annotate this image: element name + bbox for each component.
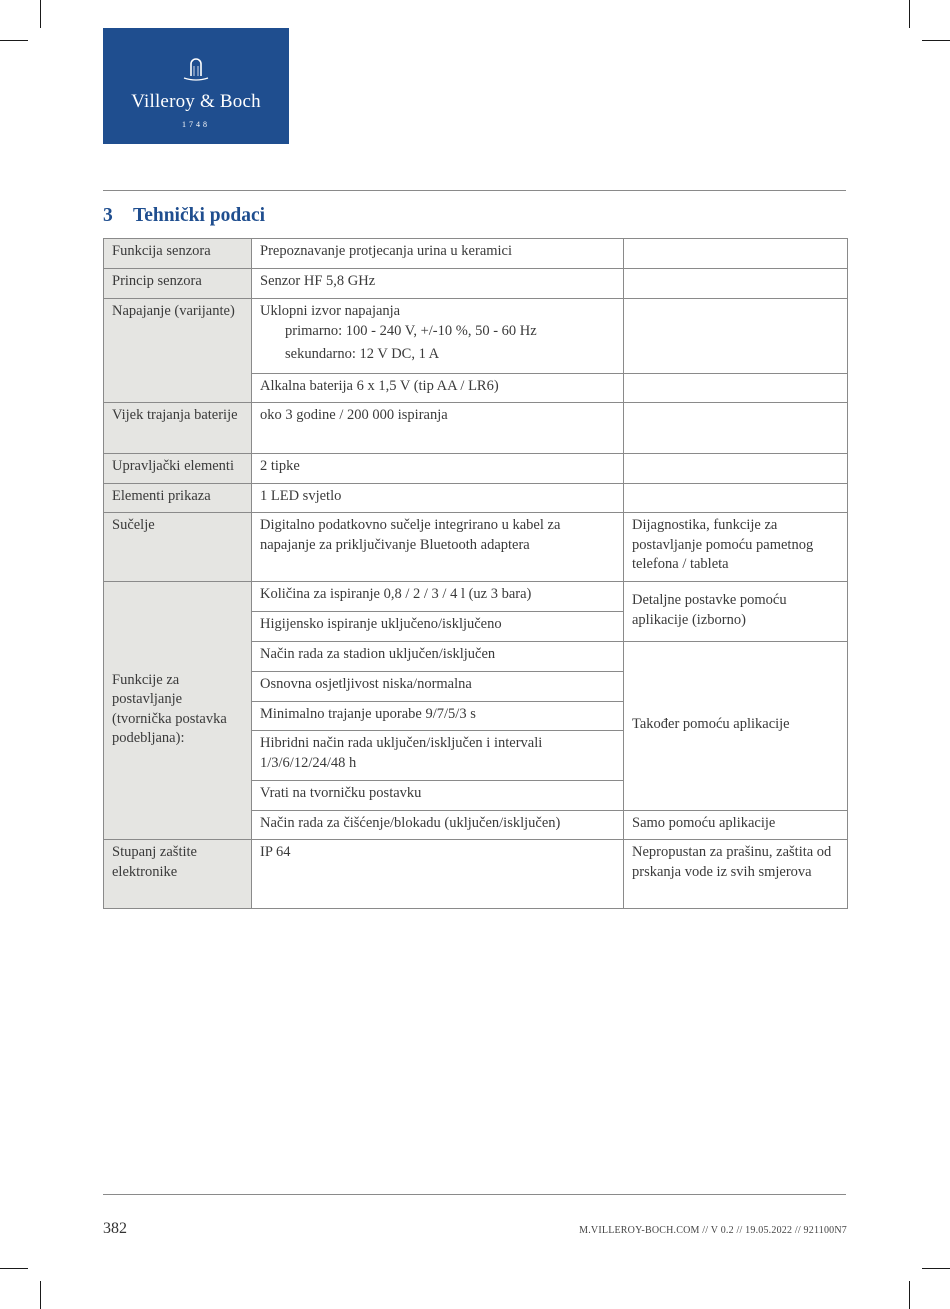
table-row (104, 403, 848, 454)
row-note: Također pomoću aplikacije (624, 642, 848, 811)
row-value: Način rada za čišćenje/blokadu (uključen/isključen) (252, 811, 624, 840)
brand-year: 1748 (182, 120, 210, 129)
power-secondary: sekundarno: 12 V DC, 1 A (285, 346, 440, 362)
section-number: 3 (103, 205, 113, 226)
row-value: Osnovna osjetljivost niska/normalna (252, 672, 624, 702)
row-value: Higijensko ispiranje uključeno/isključeno (252, 612, 624, 642)
row-value: 2 tipke (252, 454, 624, 484)
row-label: Napajanje (varijante) (104, 299, 252, 403)
crop-mark (0, 1268, 28, 1269)
bottom-divider (103, 1194, 846, 1195)
row-label: Funkcija senzora (104, 239, 252, 269)
row-value: 1 LED svjetlo (252, 484, 624, 513)
power-primary: primarno: 100 - 240 V, +/-10 %, 50 - 60 Hz (285, 322, 537, 339)
table-row (104, 299, 848, 374)
brand-logo (103, 28, 289, 144)
row-value: Digitalno podatkovno sučelje integrirano u kabel za napajanje za priključivanje Bluetooth adaptera (252, 513, 624, 582)
crop-mark (922, 40, 950, 41)
tech-specs-table (103, 238, 848, 909)
page-number: 382 (103, 1220, 127, 1237)
footer-info: M.VILLEROY-BOCH.COM // V 0.2 // 19.05.2022 // 921100N7 (579, 1225, 847, 1236)
table-row (104, 513, 848, 582)
row-value: Način rada za stadion uključen/isključen (252, 642, 624, 672)
row-value: Prepoznavanje protjecanja urina u keramici (252, 239, 624, 269)
fountain-icon (183, 54, 209, 84)
brand-name: Villeroy & Boch (131, 91, 261, 112)
table-row (104, 454, 848, 484)
section-title: Tehnički podaci (133, 205, 266, 226)
crop-mark (909, 1281, 910, 1309)
row-label: Stupanj zaštite elektronike (104, 840, 252, 909)
power-adapter: Uklopni izvor napajanja (260, 303, 401, 319)
row-label: Princip senzora (104, 269, 252, 299)
row-label: Funkcije za postavljanje (tvornička postavka podebljana): (104, 582, 252, 840)
table-row (104, 239, 848, 269)
row-note: Dijagnostika, funkcije za postavljanje pomoću pametnog telefona / tableta (624, 513, 848, 582)
row-label: Vijek trajanja baterije (104, 403, 252, 454)
row-note (624, 299, 848, 374)
row-value: Hibridni način rada uključen/isključen i intervali 1/3/6/12/24/48 h (252, 731, 624, 781)
row-note (624, 403, 848, 454)
row-value: Minimalno trajanje uporabe 9/7/5/3 s (252, 702, 624, 731)
table-row (104, 269, 848, 299)
row-note: Nepropustan za prašinu, zaštita od prskanja vode iz svih smjerova (624, 840, 848, 909)
top-divider (103, 190, 846, 191)
row-label: Elementi prikaza (104, 484, 252, 513)
row-value: IP 64 (252, 840, 624, 909)
row-note (624, 269, 848, 299)
table-row (104, 840, 848, 909)
row-value (252, 299, 624, 374)
row-value: Količina za ispiranje 0,8 / 2 / 3 / 4 l (uz 3 bara) (252, 582, 624, 612)
row-note (624, 374, 848, 403)
row-value: oko 3 godine / 200 000 ispiranja (252, 403, 624, 454)
table-row (104, 582, 848, 612)
crop-mark (40, 0, 41, 28)
crop-mark (909, 0, 910, 28)
row-value: Alkalna baterija 6 x 1,5 V (tip AA / LR6) (252, 374, 624, 403)
row-note (624, 454, 848, 484)
row-note: Samo pomoću aplikacije (624, 811, 848, 840)
row-note (624, 484, 848, 513)
row-label: Upravljački elementi (104, 454, 252, 484)
row-value: Senzor HF 5,8 GHz (252, 269, 624, 299)
crop-mark (922, 1268, 950, 1269)
section-heading (103, 205, 265, 227)
row-note (624, 239, 848, 269)
crop-mark (40, 1281, 41, 1309)
row-label: Sučelje (104, 513, 252, 582)
table-row (104, 484, 848, 513)
row-value: Vrati na tvorničku postavku (252, 781, 624, 811)
row-note: Detaljne postavke pomoću aplikacije (izborno) (624, 582, 848, 642)
crop-mark (0, 40, 28, 41)
